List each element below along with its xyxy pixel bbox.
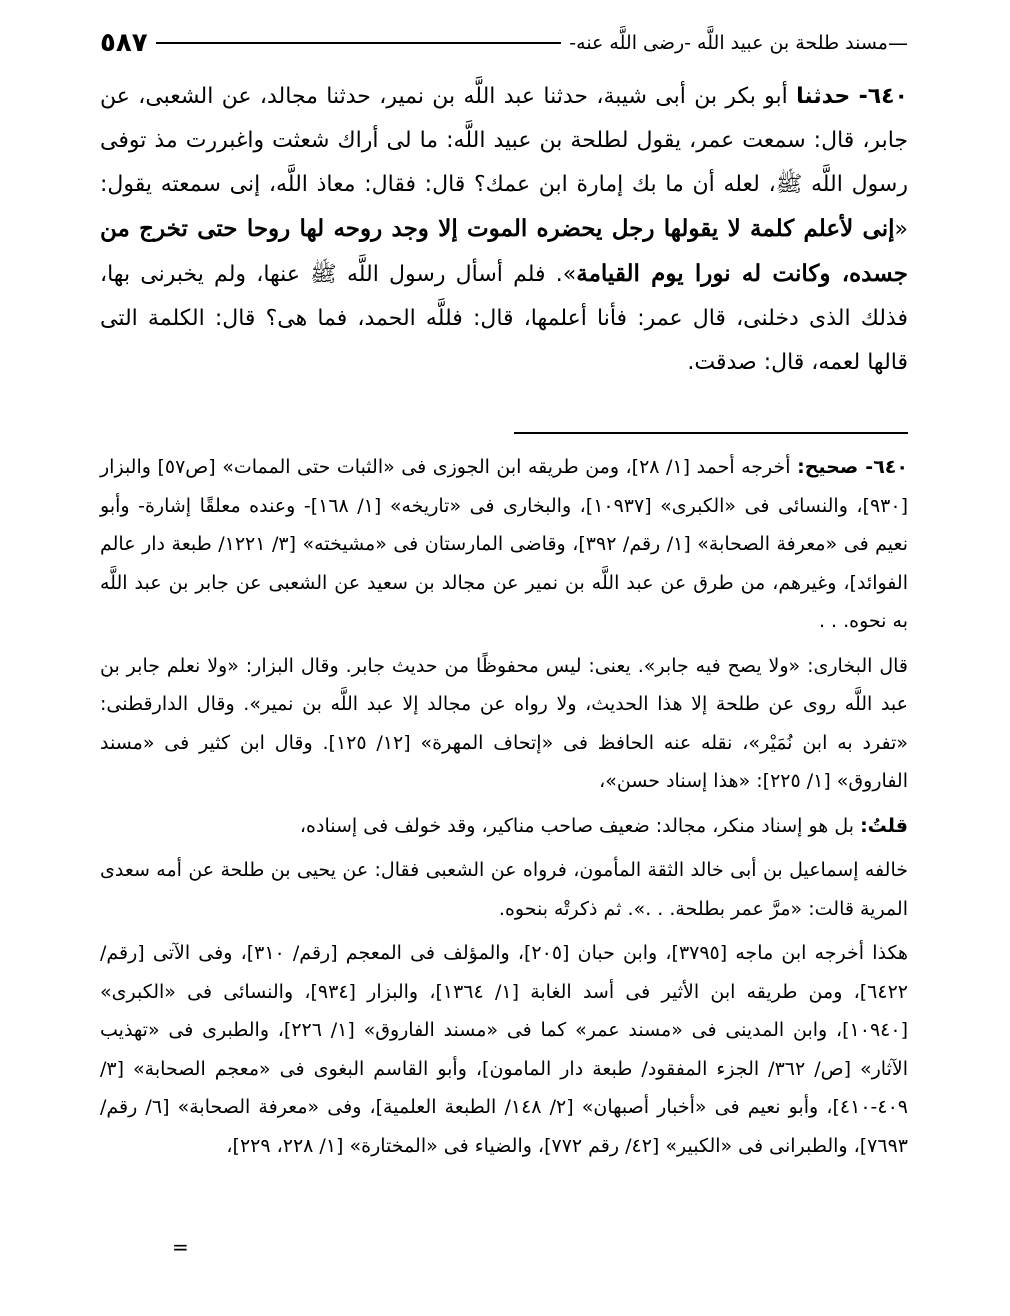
isnad-lead: حدثنا [796,84,851,109]
running-title: مسند طلحة بن عبيد اللَّه -رضى اللَّه عنه- [569,32,888,54]
header-dash: — [888,31,908,55]
footnote-3 [100,807,908,846]
continuation-mark: = [172,1235,189,1259]
hadith-part-2: ». فلم أسأل رسول اللَّه ﷺ عنها، ولم يخبرنى بها، فذلك الذى دخلنى، قال عمر: فأنا أعلمها، قال: فللَّه الحمد، فما هى؟ قال: الكلمة التى قالها لعمه، قال: صدقت. [100,262,908,375]
hadith-number: ٦٤٠- [858,84,908,109]
hadith-part-1: أبو بكر بن أبى شيبة، حدثنا عبد اللَّه بن نمير، حدثنا مجالد، عن الشعبى، عن جابر، قال: سمعت عمر، يقول لطلحة بن عبيد اللَّه: ما لى أراك شعثت واغبررت مذ توفى رسول اللَّه ﷺ، لعله أن ما بك إمارة ابن عمك؟ قال: فقال: معاذ اللَّه، إنى سمعته يقول: « [100,84,908,242]
page-header [100,28,908,58]
footnote-separator [514,432,908,434]
hadith-matn: إنى لأعلم كلمة لا يقولها رجل يحضره الموت إلا وجد روحه لها روحا حتى تخرج من جسده، وكانت له نورا يوم القيامة [100,215,908,287]
footnotes [100,448,908,1171]
footnote-4: خالفه إسماعيل بن أبى خالد الثقة المأمون، فرواه عن الشعبى فقال: عن يحيى بن طلحة عن أمه سعدى المرية قالت: «مرَّ عمر بطلحة. . .». ثم ذكرتْه بنحوه. [100,859,908,920]
footnote-3-label: قلتُ: [860,814,908,837]
header-rule [156,42,562,44]
hadith-paragraph [100,75,908,385]
footnote-1-text: أخرجه أحمد [١/ ٢٨]، ومن طريقه ابن الجوزى فى «الثبات حتى الممات» [ص٥٧] والبزار [٩٣٠]، والنسائى فى «الكبرى» [١٠٩٣٧]، والبخارى فى «تاريخه» [١/ ١٦٨]- وعنده معلقًا إشارة- وأبو نعيم فى «معرفة الصحابة» [١/ رقم/ ٣٩٢]، وقاضى المارستان فى «مشيخته» [٣/ ١٢٢١/ طبعة دار عالم الفوائد]، وغيرهم، من طرق عن عبد اللَّه بن نمير عن مجالد بن سعيد عن الشعبى عن جابر بن عبد اللَّه به نحوه. . . [100,456,908,632]
hadith-text [100,75,908,385]
footnote-1 [100,448,908,641]
footnote-2: قال البخارى: «ولا يصح فيه جابر». يعنى: ليس محفوظًا من حديث جابر. وقال البزار: «ولا نعلم جابر بن عبد اللَّه روى عن طلحة إلا هذا الحديث، ولا رواه عن مجالد إلا عبد اللَّه بن نمير». وقال الدارقطنى: «تفرد به ابن نُمَيْر»، نقله عنه الحافظ فى «إتحاف المهرة» [١٢/ ١٢٥]. وقال ابن كثير فى «مسند الفاروق» [١/ ٢٢٥]: «هذا إسناد حسن»، [100,654,908,792]
footnote-1-label: ٦٤٠- صحيح: [797,456,908,478]
page-number: ٥٨٧ [100,28,148,58]
footnote-3-text: بل هو إسناد منكر، مجالد: ضعيف صاحب مناكير، وقد خولف فى إسناده، [299,814,855,837]
footnote-5: هكذا أخرجه ابن ماجه [٣٧٩٥]، وابن حبان [٢٠٥]، والمؤلف فى المعجم [رقم/ ٣١٠]، وفى الآتى [رقم/ ٦٤٢٢]، ومن طريقه ابن الأثير فى أسد الغابة [١/ ١٣٦٤]، والبزار [٩٣٤]، والنسائى فى «الكبرى» [١٠٩٤٠]، وابن المدينى فى «مسند عمر» كما فى «مسند الفاروق» [١/ ٢٢٦]، والطبرى فى «تهذيب الآثار» [ص/ ٣٦٢/ الجزء المفقود/ طبعة دار المامون]، وأبو القاسم البغوى فى «معجم الصحابة» [٣/ ٤٠٩-٤١٠]، وأبو نعيم فى «أخبار أصبهان» [٢/ ١٤٨/ الطبعة العلمية]، وفى «معرفة الصحابة» [٦/ رقم/ ٧٦٩٣]، والطبرانى فى «الكبير» [٤٢/ رقم ٧٧٢]، والضياء فى «المختارة» [١/ ٢٢٨، ٢٢٩]، [100,942,909,1157]
